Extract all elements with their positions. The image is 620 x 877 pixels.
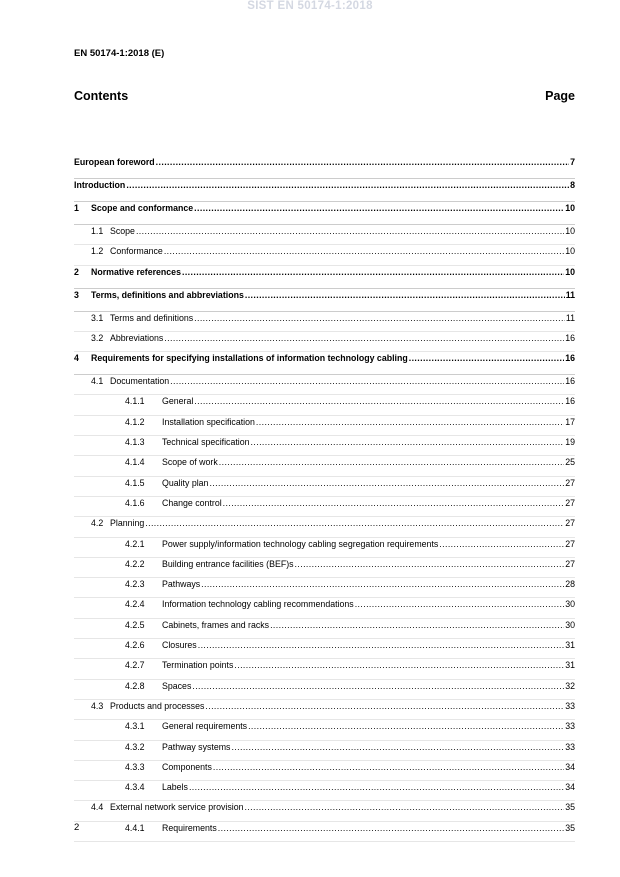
table-of-contents [74,156,575,842]
toc-entry-title: General [162,396,194,407]
toc-entry-title: Pathway systems [162,741,231,752]
page-column-heading: Page [545,89,575,103]
toc-entry-title: Installation specification [162,416,255,427]
toc-entry-page: 35 [565,802,575,813]
toc-entry-number: 1.1 [91,226,104,236]
toc-entry-title: Terms, definitions and abbreviations [91,289,244,300]
toc-entry[interactable] [74,416,575,436]
toc-leader-dots [213,761,564,773]
toc-entry-page: 34 [565,782,575,793]
toc-entry[interactable] [74,659,575,679]
toc-entry[interactable] [74,720,575,740]
toc-entry-page: 33 [565,741,575,752]
toc-entry-number: 3.1 [91,312,104,323]
toc-entry-number: 4.3.2 [125,741,145,752]
toc-leader-dots [256,416,564,428]
toc-leader-dots [194,202,564,214]
toc-entry-number: 4.3.1 [125,721,145,732]
toc-entry-page: 16 [565,396,575,407]
toc-entry-number: 4 [74,353,79,364]
toc-entry-title: Spaces [162,680,192,691]
toc-entry-page: 27 [565,497,575,508]
toc-leader-dots [136,225,564,237]
toc-leader-dots [251,436,565,448]
toc-entry[interactable] [74,497,575,517]
toc-entry-title: Introduction [74,180,126,190]
toc-entry-title: European foreword [74,157,155,167]
toc-entry-page: 32 [565,680,575,691]
toc-entry[interactable] [74,375,575,395]
toc-entry-page: 10 [565,226,575,236]
toc-entry-page: 16 [565,332,575,343]
toc-entry-page: 27 [565,538,575,549]
toc-entry[interactable] [74,558,575,578]
toc-entry-page: 35 [565,822,575,833]
toc-entry[interactable] [74,801,575,821]
toc-leader-dots [409,352,564,364]
toc-leader-dots [355,598,565,610]
toc-entry[interactable] [74,741,575,761]
toc-entry[interactable] [74,156,575,179]
toc-leader-dots [231,741,564,753]
toc-entry-number: 4.3.3 [125,761,145,772]
toc-entry[interactable] [74,781,575,801]
toc-entry-title: Change control [162,497,222,508]
toc-entry-number: 4.2.1 [125,538,145,549]
toc-leader-dots [192,680,564,692]
toc-entry-number: 4.1.3 [125,437,145,448]
toc-entry-page: 31 [565,640,575,651]
toc-leader-dots [182,266,564,278]
toc-entry-page: 11 [565,289,575,300]
toc-leader-dots [209,477,564,489]
toc-entry[interactable] [74,822,575,842]
toc-entry-title: Technical specification [162,437,250,448]
toc-entry[interactable] [74,598,575,618]
toc-entry-page: 33 [565,700,575,711]
toc-entry-page: 34 [565,761,575,772]
toc-entry-title: Quality plan [162,477,209,488]
toc-entry-title: Power supply/information technology cabling segregation requirements [162,538,439,549]
toc-leader-dots [248,720,564,732]
toc-entry-page: 7 [570,157,575,167]
toc-entry-title: Abbreviations [110,332,164,343]
toc-leader-dots [205,700,564,712]
toc-leader-dots [164,332,564,344]
toc-entry-page: 19 [565,437,575,448]
toc-entry-number: 1 [74,203,79,213]
toc-entry[interactable] [74,352,575,375]
toc-entry[interactable] [74,179,575,202]
toc-leader-dots [198,639,564,651]
toc-leader-dots [234,659,564,671]
toc-entry-page: 30 [565,599,575,610]
toc-entry-title: Normative references [91,266,181,277]
toc-entry-number: 2 [74,266,79,277]
toc-entry-number: 1.2 [91,246,104,257]
toc-entry-page: 10 [565,203,575,213]
toc-entry-title: Labels [162,782,188,793]
toc-leader-dots [194,312,565,324]
toc-entry-number: 4.1.2 [125,416,145,427]
toc-leader-dots [189,781,564,793]
toc-entry-number: 4.1 [91,376,104,387]
toc-entry-number: 4.1.6 [125,497,145,508]
toc-entry-page: 16 [565,353,575,364]
toc-leader-dots [244,801,564,813]
toc-entry[interactable] [74,312,575,332]
toc-entry-page: 27 [565,518,575,529]
toc-entry[interactable] [74,436,575,456]
toc-entry[interactable] [74,517,575,537]
toc-leader-dots [245,289,565,301]
toc-entry-title: Cabinets, frames and racks [162,619,270,630]
toc-entry-number: 4.4.1 [125,822,145,833]
toc-entry-title: Components [162,761,212,772]
toc-entry-page: 8 [570,180,575,190]
toc-entry[interactable] [74,700,575,720]
toc-entry-number: 4.4 [91,802,104,813]
toc-entry[interactable] [74,395,575,415]
toc-entry-page: 25 [565,457,575,468]
document-id: EN 50174-1:2018 (E) [74,48,165,59]
toc-entry-title: Information technology cabling recommendations [162,599,354,610]
toc-entry-number: 4.2.2 [125,558,145,569]
toc-entry-title: External network service provision [110,802,244,813]
toc-entry-number: 4.3.4 [125,782,145,793]
toc-entry-number: 4.1.4 [125,457,145,468]
toc-leader-dots [194,395,564,407]
toc-entry[interactable] [74,639,575,659]
toc-entry-title: Requirements [162,822,217,833]
toc-entry-number: 4.3 [91,700,104,711]
toc-entry-number: 4.2.3 [125,579,145,590]
toc-entry[interactable] [74,619,575,639]
toc-entry-title: Terms and definitions [110,312,194,323]
watermark: SIST EN 50174-1:2018 [247,0,373,12]
toc-entry-page: 31 [565,660,575,671]
toc-entry-number: 4.1.5 [125,477,145,488]
toc-entry-number: 4.2.8 [125,680,145,691]
toc-entry-number: 3 [74,289,79,300]
toc-entry[interactable] [74,332,575,352]
toc-entry-page: 10 [565,246,575,257]
toc-leader-dots [295,558,565,570]
toc-entry[interactable] [74,680,575,700]
toc-entry-number: 4.1.1 [125,396,145,407]
toc-entry-page: 28 [565,579,575,590]
toc-entry-title: Pathways [162,579,201,590]
toc-entry[interactable] [74,761,575,781]
toc-leader-dots [145,517,564,529]
toc-leader-dots [164,245,564,257]
toc-entry-title: Building entrance facilities (BEF)s [162,558,294,569]
toc-entry-page: 33 [565,721,575,732]
toc-entry-title: Documentation [110,376,170,387]
toc-leader-dots [219,456,564,468]
toc-entry[interactable] [74,289,575,312]
toc-leader-dots [201,578,564,590]
toc-entry-title: General requirements [162,721,248,732]
toc-entry-page: 27 [565,477,575,488]
toc-entry-title: Planning [110,518,145,529]
toc-leader-dots [439,538,564,550]
toc-entry-title: Scope of work [162,457,218,468]
toc-entry-number: 3.2 [91,332,104,343]
toc-entry-title: Scope and conformance [91,203,194,213]
toc-leader-dots [223,497,565,509]
toc-entry[interactable] [74,456,575,476]
toc-leader-dots [218,822,564,834]
toc-entry-title: Requirements for specifying installations of information technology cabling [91,353,408,364]
toc-entry-page: 10 [565,266,575,277]
toc-entry[interactable] [74,578,575,598]
toc-leader-dots [156,156,569,168]
toc-entry-page: 27 [565,558,575,569]
toc-entry-number: 4.2.5 [125,619,145,630]
toc-entry-title: Termination points [162,660,234,671]
toc-entry-page: 11 [565,312,575,323]
toc-entry-title: Scope [110,226,135,236]
toc-entry[interactable] [74,245,575,265]
toc-entry-page: 16 [565,376,575,387]
toc-entry[interactable] [74,225,575,245]
contents-heading: Contents [74,89,129,103]
toc-entry-number: 4.2 [91,518,104,529]
toc-leader-dots [270,619,564,631]
toc-entry-number: 4.2.4 [125,599,145,610]
toc-entry-number: 4.2.7 [125,660,145,671]
toc-entry[interactable] [74,202,575,225]
toc-entry-title: Closures [162,640,197,651]
toc-entry-title: Conformance [110,246,163,257]
toc-entry-title: Products and processes [110,700,205,711]
toc-entry-number: 4.2.6 [125,640,145,651]
toc-leader-dots [170,375,564,387]
toc-leader-dots [126,179,569,191]
toc-entry[interactable] [74,266,575,289]
toc-entry[interactable] [74,477,575,497]
page-number: 2 [74,822,80,833]
toc-entry-page: 17 [565,416,575,427]
toc-entry-page: 30 [565,619,575,630]
toc-entry[interactable] [74,538,575,558]
